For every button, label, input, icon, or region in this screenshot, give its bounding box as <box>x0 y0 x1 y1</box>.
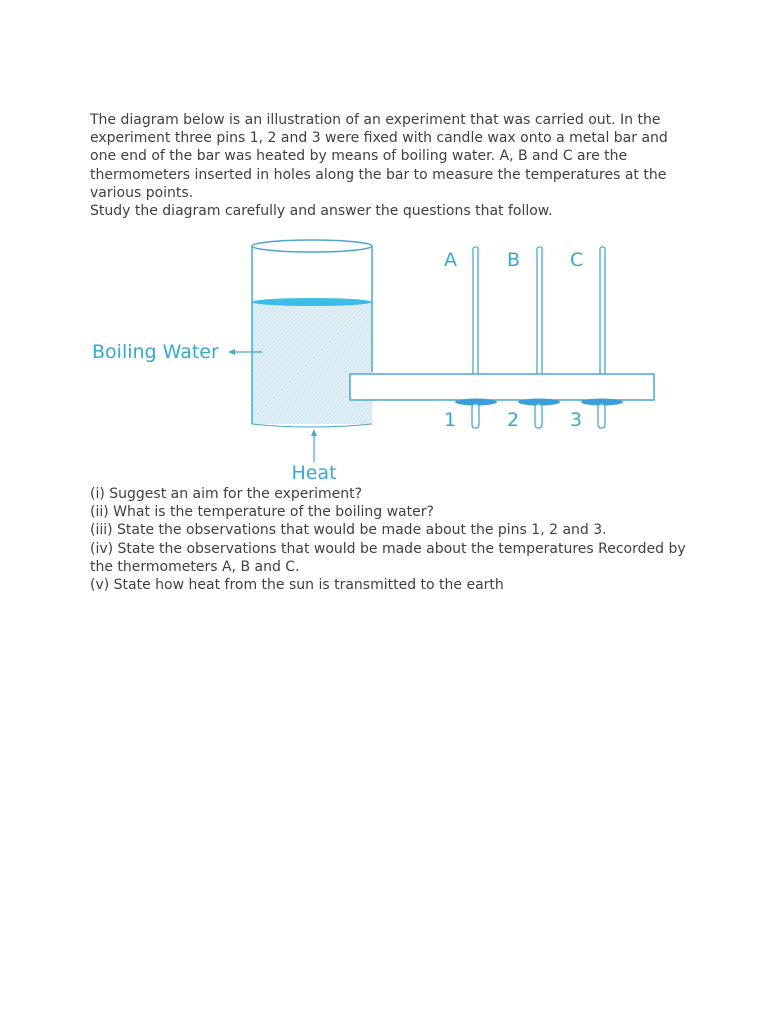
pin-label-2: 2 <box>507 409 520 431</box>
metal-bar <box>350 374 654 400</box>
pin-label-3: 3 <box>570 409 583 431</box>
heat-arrow <box>311 429 317 462</box>
questions-list <box>90 485 690 594</box>
question-item: (iii) State the observations that would be made about the pins 1, 2 and 3. <box>90 522 607 539</box>
intro-text <box>90 111 690 220</box>
intro-paragraph: The diagram below is an illustration of an experiment that was carried out. In the experiment three pins 1, 2 and 3 were fixed with candle wax onto a metal bar and one end of the bar was heated by means of boiling water. A, B and C are the thermometers inserted in holes along the bar to measure the temperatures at the various points. <box>90 112 668 201</box>
thermometer-label-a: A <box>444 249 457 271</box>
thermometer-c <box>600 247 605 375</box>
experiment-diagram <box>86 232 666 487</box>
water-surface <box>252 298 372 306</box>
question-item: (v) State how heat from the sun is transmitted to the earth <box>90 577 504 594</box>
pin-label-1: 1 <box>444 409 457 431</box>
question-item: (ii) What is the temperature of the boiling water? <box>90 504 434 521</box>
pin-2 <box>535 404 542 428</box>
pin-3 <box>598 404 605 428</box>
thermometer-b <box>537 247 542 375</box>
thermometer-a <box>473 247 478 375</box>
boiling-water-label: Boiling Water <box>92 341 219 363</box>
intro-instruction: Study the diagram carefully and answer the questions that follow. <box>90 203 553 220</box>
pin-1 <box>472 404 479 428</box>
thermometer-label-b: B <box>507 249 521 271</box>
question-item: (i) Suggest an aim for the experiment? <box>90 486 363 502</box>
heat-label: Heat <box>291 462 337 484</box>
thermometer-label-c: C <box>570 249 584 271</box>
question-item: (iv) State the observations that would be made about the temperatures Recorded by the thermometers A, B and C. <box>90 540 686 575</box>
